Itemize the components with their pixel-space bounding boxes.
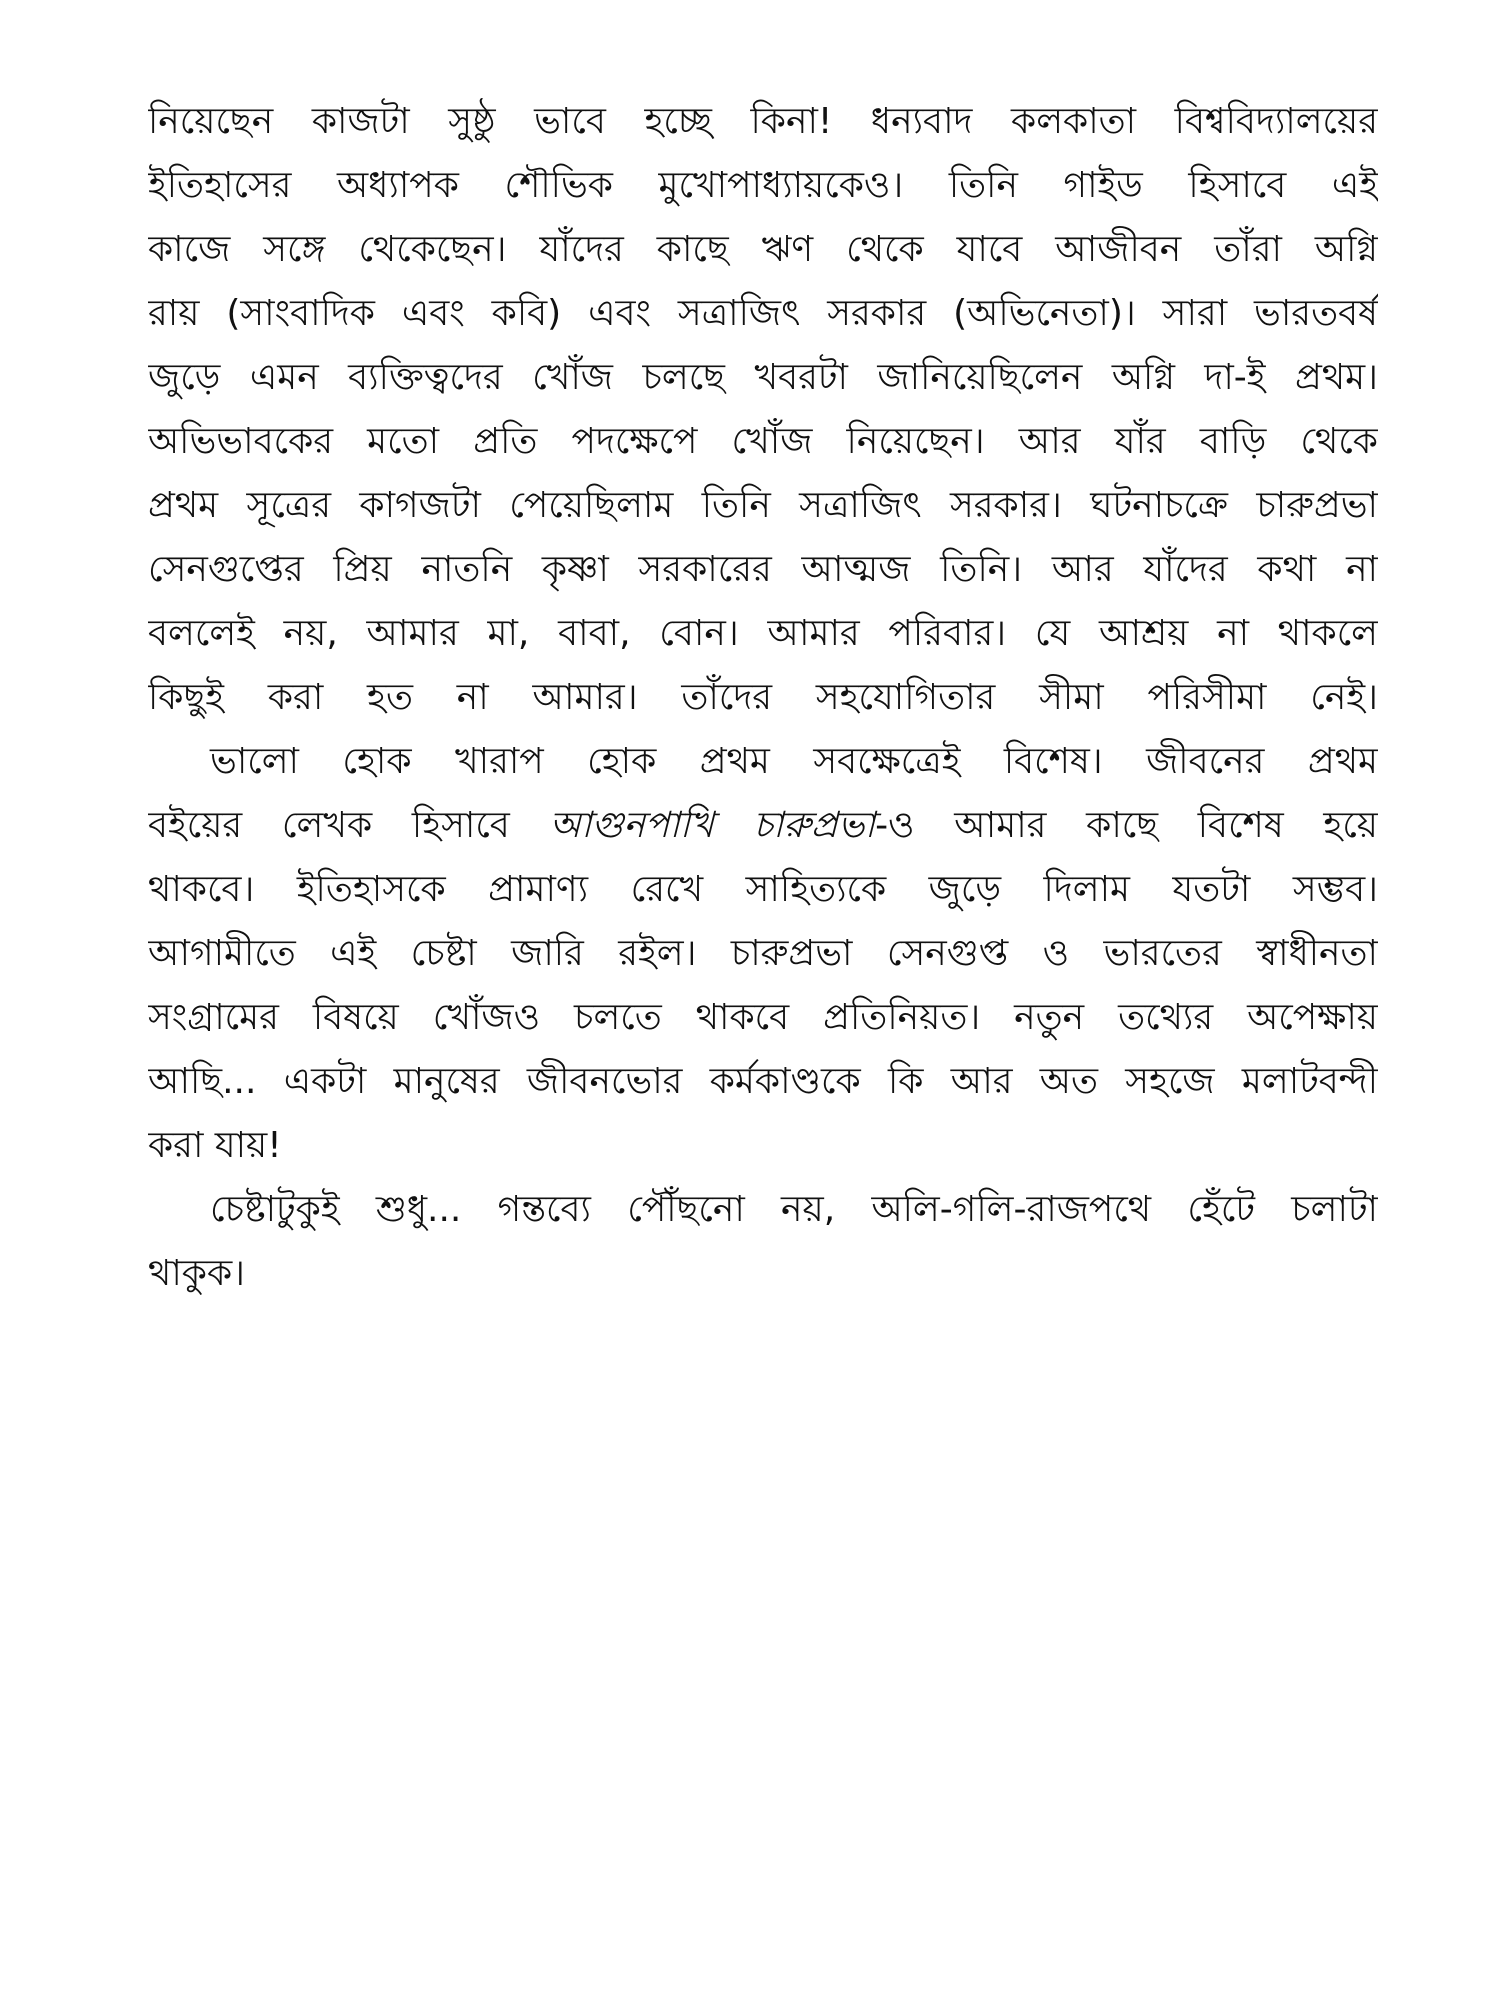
paragraph-2-line-4: আগামীতে এই চেষ্টা জারি রইল। চারুপ্রভা সেনগুপ্ত ও ভারতের স্বাধীনতা [148, 933, 1378, 974]
paragraph-2-line-2-post: -ও আমার কাছে বিশেষ হয়ে [875, 805, 1378, 846]
paragraph-1-line-9: বললেই নয়, আমার মা, বাবা, বোন। আমার পরিবার। যে আশ্রয় না থাকলে [148, 613, 1378, 654]
paragraph-2-line-3: থাকবে। ইতিহাসকে প্রামাণ্য রেখে সাহিত্যকে জুড়ে দিলাম যতটা সম্ভব। [148, 869, 1378, 910]
paragraph-2-line-6: আছি... একটা মানুষের জীবনভোর কর্মকাণ্ডকে কি আর অত সহজে মলাটবন্দী [148, 1061, 1378, 1102]
paragraph-2-line-5: সংগ্রামের বিষয়ে খোঁজও চলতে থাকবে প্রতিনিয়ত। নতুন তথ্যের অপেক্ষায় [148, 997, 1378, 1038]
paragraph-1-line-1: নিয়েছেন কাজটা সুষ্ঠু ভাবে হচ্ছে কিনা! ধন্যবাদ কলকাতা বিশ্ববিদ্যালয়ের [148, 101, 1378, 142]
paragraph-1-line-3: কাজে সঙ্গে থেকেছেন। যাঁদের কাছে ঋণ থেকে যাবে আজীবন তাঁরা অগ্নি [148, 229, 1378, 270]
paragraph-2-line-2 [148, 794, 1378, 858]
body-text [148, 90, 1378, 1306]
paragraph-3-line-2: থাকুক। [148, 1253, 245, 1294]
paragraph-1-line-10: কিছুই করা হত না আমার। তাঁদের সহযোগিতার সীমা পরিসীমা নেই। [148, 677, 1378, 718]
paragraph-1-line-2: ইতিহাসের অধ্যাপক শৌভিক মুখোপাধ্যায়কেও। তিনি গাইড হিসাবে এই [148, 165, 1378, 206]
paragraph-1-line-7: প্রথম সূত্রের কাগজটা পেয়েছিলাম তিনি সত্রাজিৎ সরকার। ঘটনাচক্রে চারুপ্রভা [148, 485, 1378, 526]
paragraph-2-line-2-pre: বইয়ের লেখক হিসাবে [148, 805, 550, 846]
paragraph-3-line-1: চেষ্টাটুকুই শুধু... গন্তব্যে পৌঁছনো নয়, অলি-গলি-রাজপথে হেঁটে চলাটা [210, 1189, 1378, 1230]
paragraph-2-line-7: করা যায়! [148, 1125, 282, 1166]
paragraph-2-line-1: ভালো হোক খারাপ হোক প্রথম সবক্ষেত্রেই বিশেষ। জীবনের প্রথম [210, 741, 1378, 782]
book-title: আগুনপাখি চারুপ্রভা [549, 805, 876, 846]
paragraph-1-line-4: রায় (সাংবাদিক এবং কবি) এবং সত্রাজিৎ সরকার (অভিনেতা)। সারা ভারতবর্ষ [148, 293, 1378, 334]
paragraph-1-line-6: অভিভাবকের মতো প্রতি পদক্ষেপে খোঁজ নিয়েছেন। আর যাঁর বাড়ি থেকে [148, 421, 1378, 462]
paragraph-1-line-8: সেনগুপ্তের প্রিয় নাতনি কৃষ্ণা সরকারের আত্মজ তিনি। আর যাঁদের কথা না [148, 549, 1378, 590]
paragraph-1-line-5: জুড়ে এমন ব্যক্তিত্বদের খোঁজ চলছে খবরটা জানিয়েছিলেন অগ্নি দা-ই প্রথম। [148, 357, 1378, 398]
